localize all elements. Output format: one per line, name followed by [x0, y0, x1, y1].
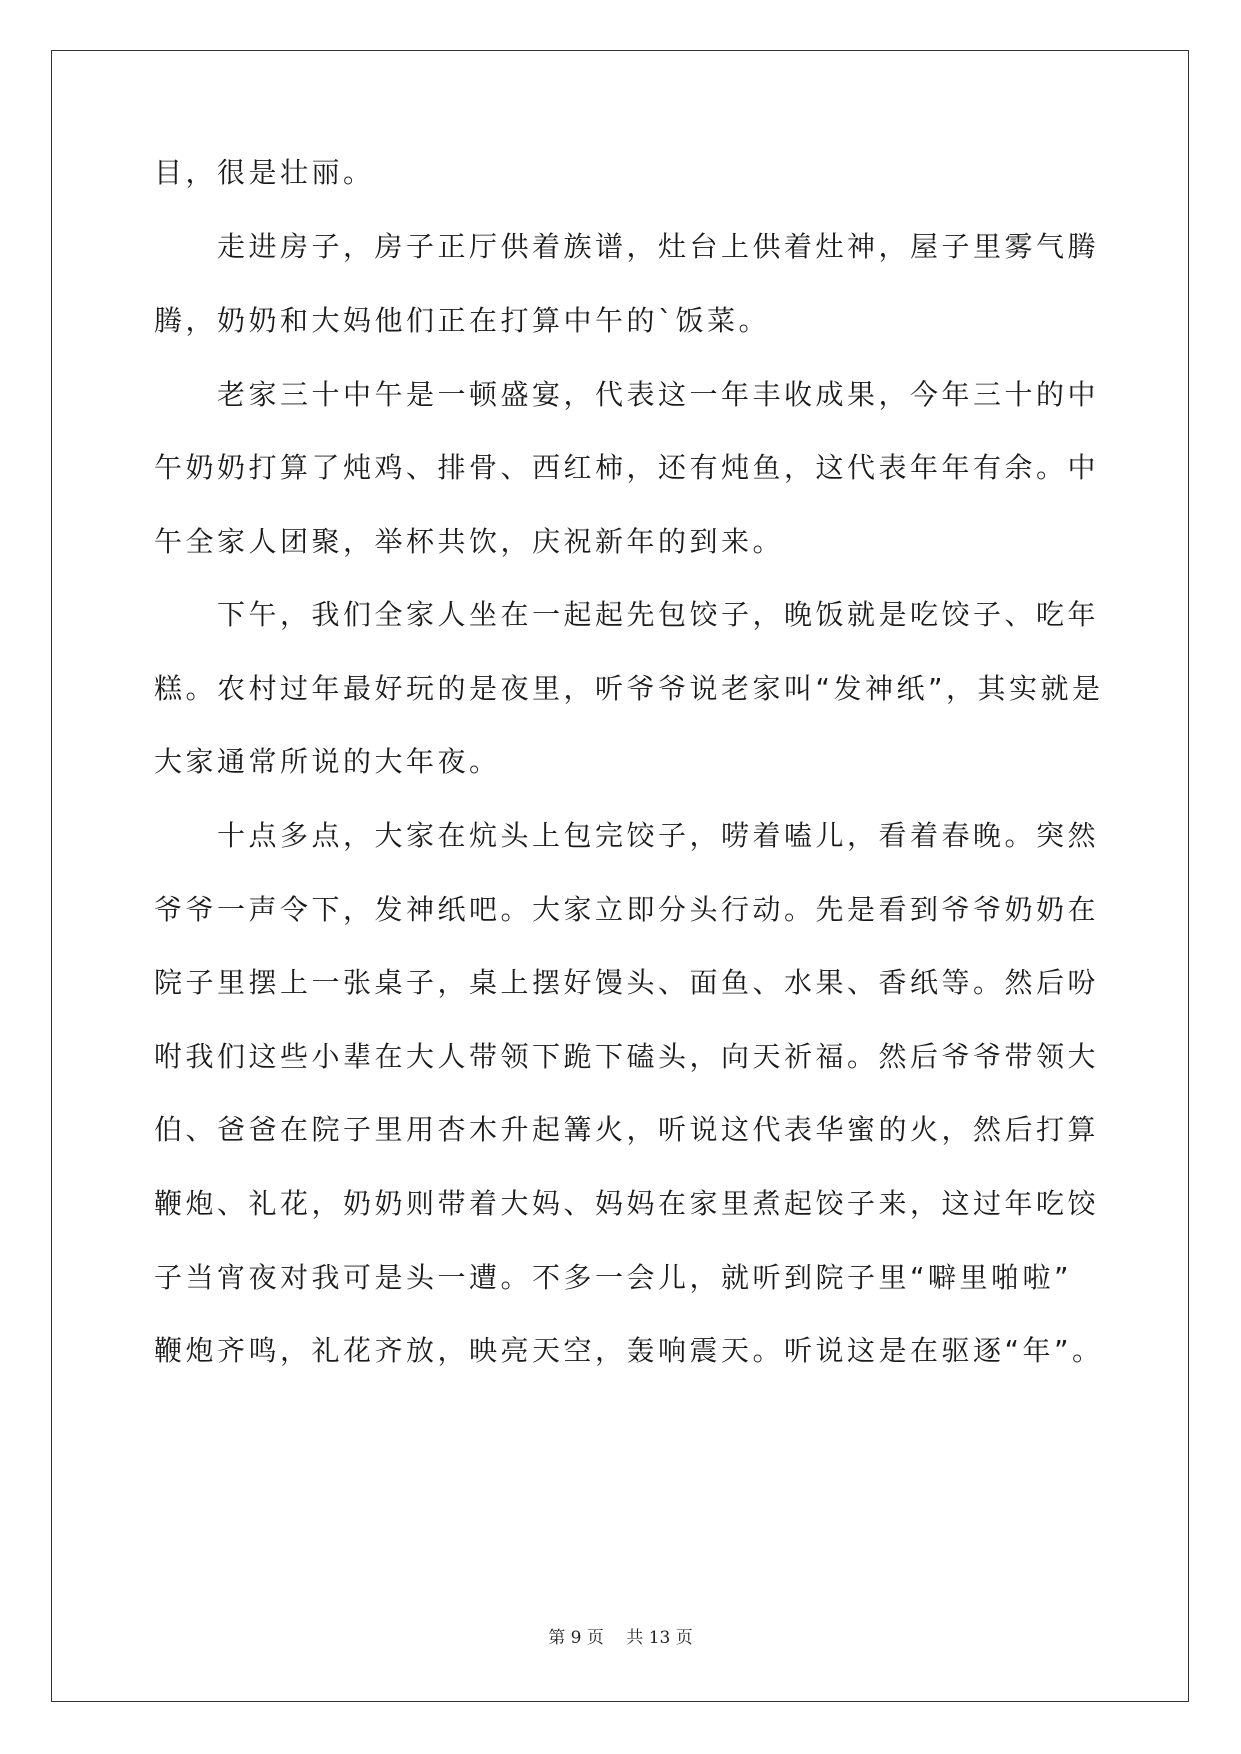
- text-line: 大家通常所说的大年夜。: [154, 745, 501, 778]
- text-line: 伯、爸爸在院子里用杏木升起篝火，听说这代表华蜜的火，然后打算: [154, 1113, 1100, 1146]
- text-line: 咐我们这些小辈在大人带领下跪下磕头，向天祈福。然后爷爷带领大: [154, 1040, 1100, 1073]
- text-line: 下午，我们全家人坐在一起起先包饺子，晚饭就是吃饺子、吃年: [154, 598, 1100, 631]
- text-line: 爷爷一声令下，发神纸吧。大家立即分头行动。先是看到爷爷奶奶在: [154, 893, 1100, 926]
- text-line: 子当宵夜对我可是头一遭。不多一会儿，就听到院子里“噼里啪啦”: [154, 1261, 1073, 1294]
- text-line: 鞭炮齐鸣，礼花齐放，映亮天空，轰响震天。听说这是在驱逐“年”。: [154, 1334, 1104, 1367]
- text-line: 午奶奶打算了炖鸡、排骨、西红柿，还有炖鱼，这代表年年有余。中: [154, 451, 1100, 484]
- text-line: 院子里摆上一张桌子，桌上摆好馒头、面鱼、水果、香纸等。然后吩: [154, 966, 1100, 999]
- page-number: 第 9 页 共 13 页: [548, 1628, 693, 1648]
- text-line: 老家三十中午是一顿盛宴，代表这一年丰收成果，今年三十的中: [154, 378, 1100, 411]
- text-line: 腾，奶奶和大妈他们正在打算中午的`饭菜。: [154, 304, 771, 337]
- page-footer: [0, 1623, 1241, 1648]
- text-line: 糕。农村过年最好玩的是夜里，听爷爷说老家叫“发神纸”，其实就是: [154, 672, 1104, 705]
- text-line: 十点多点，大家在炕头上包完饺子，唠着嗑儿，看着春晚。突然: [154, 819, 1100, 852]
- page-border: [51, 50, 1189, 1702]
- text-line: 鞭炮、礼花，奶奶则带着大妈、妈妈在家里煮起饺子来，这过年吃饺: [154, 1187, 1100, 1220]
- text-line: 目，很是壮丽。: [154, 156, 375, 189]
- text-line: 走进房子，房子正厅供着族谱，灶台上供着灶神，屋子里雾气腾: [154, 230, 1100, 263]
- text-line: 午全家人团聚，举杯共饮，庆祝新年的到来。: [154, 525, 785, 558]
